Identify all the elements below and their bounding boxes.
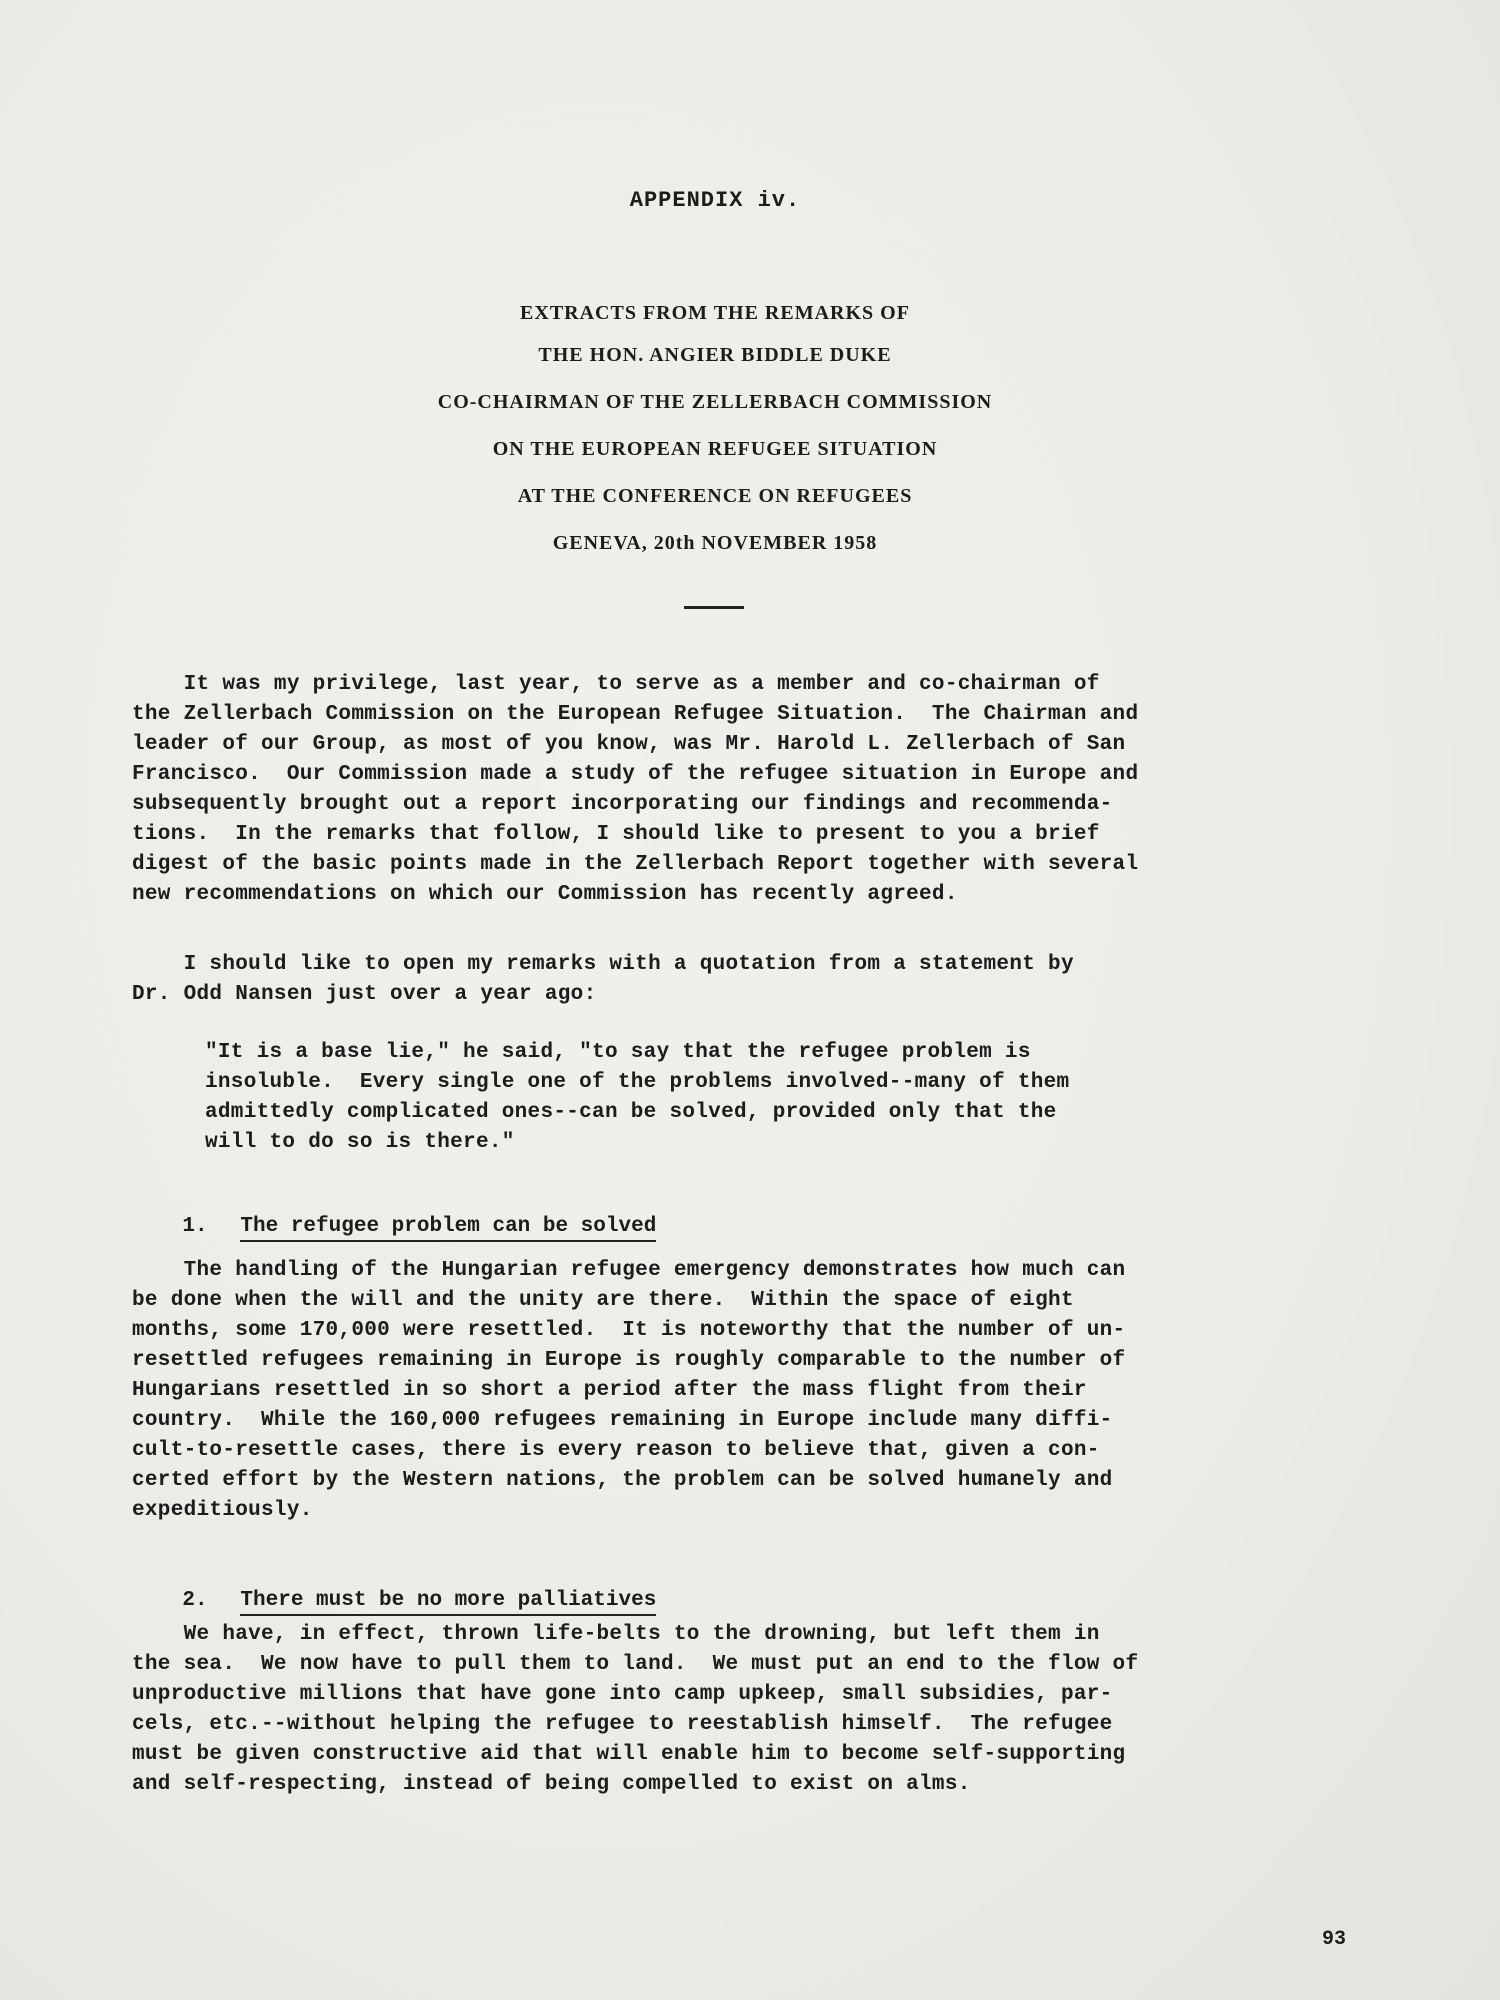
section-1-heading [132, 1192, 656, 1261]
section-2-body: We have, in effect, thrown life-belts to the drowning, but left them in the sea. We now have to pull them to land. We must put an end to the flow of unproductive millions that have gone into camp upkeep, small subsidies, par- cels, etc.--without helping the refugee to reestablish himself. The refugee must be given constructive aid that will enable him to become self-supporting and self-respecting, instead of being compelled to exist on alms. [132, 1623, 1139, 1796]
title-line-3: CO-CHAIRMAN OF THE ZELLERBACH COMMISSION [437, 391, 993, 413]
title-line-4: ON THE EUROPEAN REFUGEE SITUATION [492, 438, 938, 460]
appendix-label: APPENDIX iv. [629, 188, 801, 213]
opening-paragraph: I should like to open my remarks with a quotation from a statement by Dr. Odd Nansen just over a year ago: [132, 953, 1074, 1006]
section-1-number: 1. [182, 1215, 208, 1238]
title-line-1: EXTRACTS FROM THE REMARKS OF [520, 302, 910, 324]
section-2-number: 2. [182, 1589, 208, 1612]
nansen-quote: "It is a base lie," he said, "to say that the refugee problem is insoluble. Every single one of the problems involved--many of them admittedly complicated ones--can be solved, provided only that the will to do so is there." [205, 1041, 1070, 1154]
page-number: 93 [1322, 1928, 1347, 1951]
section-2-title: There must be no more palliatives [240, 1589, 656, 1616]
section-1-title: The refugee problem can be solved [240, 1215, 656, 1242]
intro-paragraph: It was my privilege, last year, to serve as a member and co-chairman of the Zellerbach Commission on the European Refugee Situation. The Chairman and leader of our Group, as most of you know, was Mr. Harold L. Zellerbach of San Francisco. Our Commission made a study of the refugee situation in Europe and subsequently brought out a report incorporating our findings and recommenda- tions. In the remarks that follow, I should like to present to you a brief digest of the basic points made in the Zellerbach Report together with several new recommendations on which our Commission has recently agreed. [132, 673, 1139, 906]
title-line-6: GENEVA, 20th NOVEMBER 1958 [552, 532, 878, 554]
title-line-2: THE HON. ANGIER BIDDLE DUKE [538, 344, 892, 366]
title-line-5: AT THE CONFERENCE ON REFUGEES [517, 485, 913, 507]
section-1-body: The handling of the Hungarian refugee emergency demonstrates how much can be done when the will and the unity are there. Within the space of eight months, some 170,000 were resettled. It is noteworthy that the number of un- resettled refugees remaining in Europe is roughly comparable to the number of Hungarians resettled in so short a period after the mass flight from their country. While the 160,000 refugees remaining in Europe include many diffi- cult-to-resettle cases, there is every reason to believe that, given a con- certed effort by the Western nations, the problem can be solved humanely and expeditiously. [132, 1259, 1126, 1522]
title-divider [684, 606, 744, 609]
